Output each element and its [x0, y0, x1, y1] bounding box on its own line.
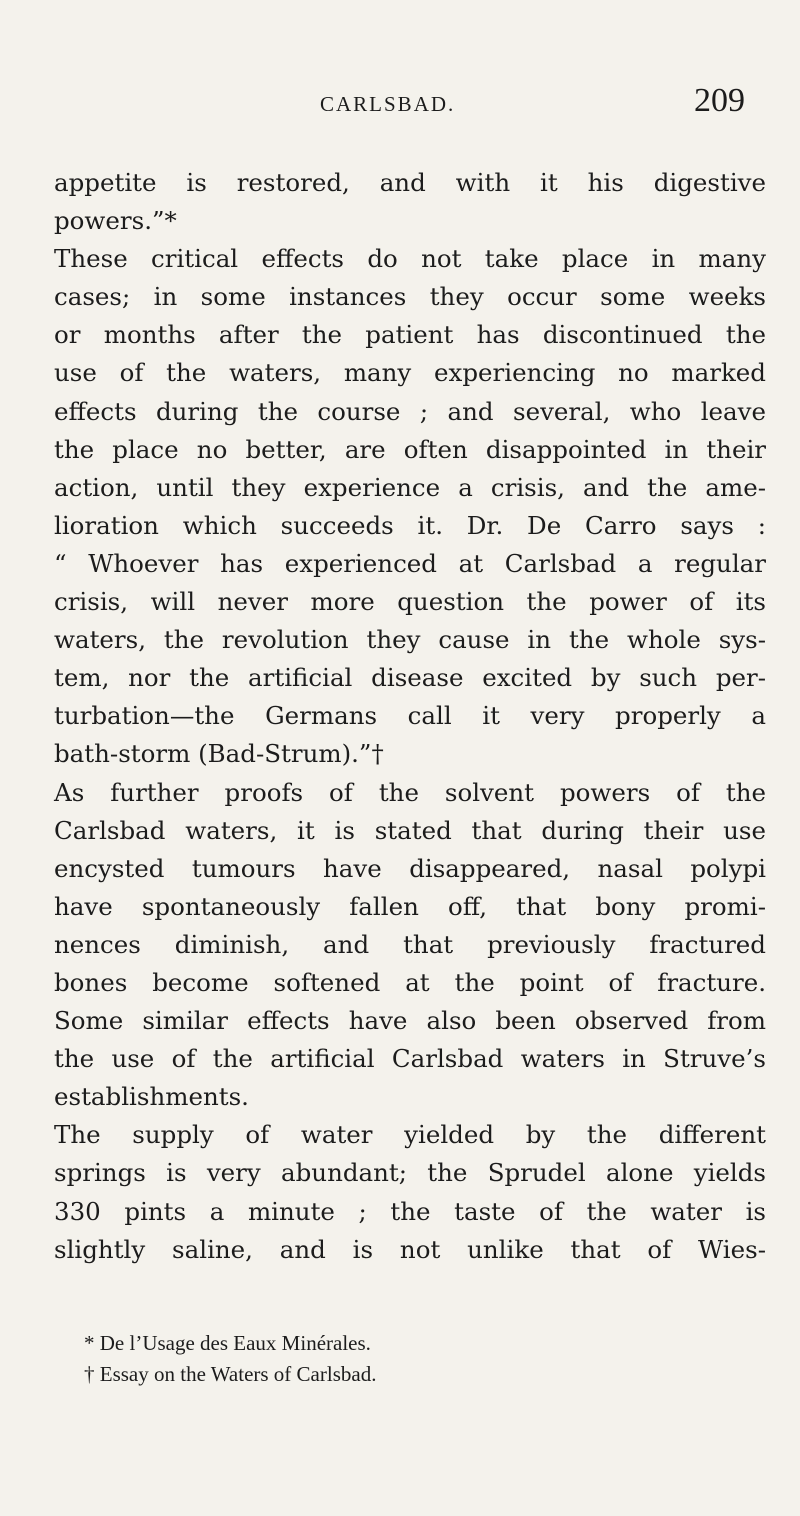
text-line: turbation—the Germans call it very properly a [54, 701, 766, 731]
text-line: tem, nor the artificial disease excited by such per- [54, 663, 766, 693]
text-line: These critical effects do not take place in many [54, 244, 766, 274]
text-line: 330 pints a minute ; the taste of the water is [54, 1196, 766, 1226]
text-line: crisis, will never more question the power of its [54, 587, 766, 617]
text-line: have spontaneously fallen off, that bony promi- [54, 891, 766, 921]
text-line: springs is very abundant; the Sprudel alone yields [54, 1158, 766, 1188]
footnote: † Essay on the Waters of Carlsbad. [84, 1362, 377, 1386]
text-line: powers.”* [54, 206, 177, 236]
text-line: action, until they experience a crisis, and the ame- [54, 472, 766, 502]
text-line: establishments. [54, 1082, 249, 1112]
page-number: 209 [694, 82, 745, 119]
text-line: The supply of water yielded by the different [54, 1120, 766, 1150]
text-line: the use of the artificial Carlsbad waters in Struve’s [54, 1044, 766, 1074]
text-line: nences diminish, and that previously fractured [54, 929, 766, 959]
running-title: CARLSBAD. [320, 92, 456, 116]
text-line: appetite is restored, and with it his digestive [54, 168, 766, 197]
text-line: waters, the revolution they cause in the whole sys- [54, 625, 766, 655]
text-line: the place no better, are often disappointed in their [54, 434, 766, 464]
text-line: Some similar effects have also been observed from [54, 1006, 766, 1036]
text-line: bath-storm (Bad-Strum).”† [54, 739, 384, 769]
running-head [0, 82, 800, 128]
text-line: slightly saline, and is not unlike that of Wies- [54, 1234, 766, 1264]
footnote: * De l’Usage des Eaux Minérales. [84, 1331, 371, 1355]
footnotes [84, 1328, 744, 1390]
text-line: use of the waters, many experiencing no marked [54, 358, 766, 388]
text-line: or months after the patient has discontinued the [54, 320, 766, 350]
text-line: bones become softened at the point of fracture. [54, 967, 766, 997]
text-line: encysted tumours have disappeared, nasal polypi [54, 853, 766, 883]
text-line: lioration which succeeds it. Dr. De Carro says : [54, 510, 766, 540]
text-line: “ Whoever has experienced at Carlsbad a regular [54, 548, 766, 578]
body-text [54, 164, 766, 1269]
text-line: effects during the course ; and several, who leave [54, 396, 766, 426]
text-line: As further proofs of the solvent powers of the [54, 777, 766, 807]
text-line: Carlsbad waters, it is stated that during their use [54, 815, 766, 845]
text-line: cases; in some instances they occur some weeks [54, 282, 766, 312]
